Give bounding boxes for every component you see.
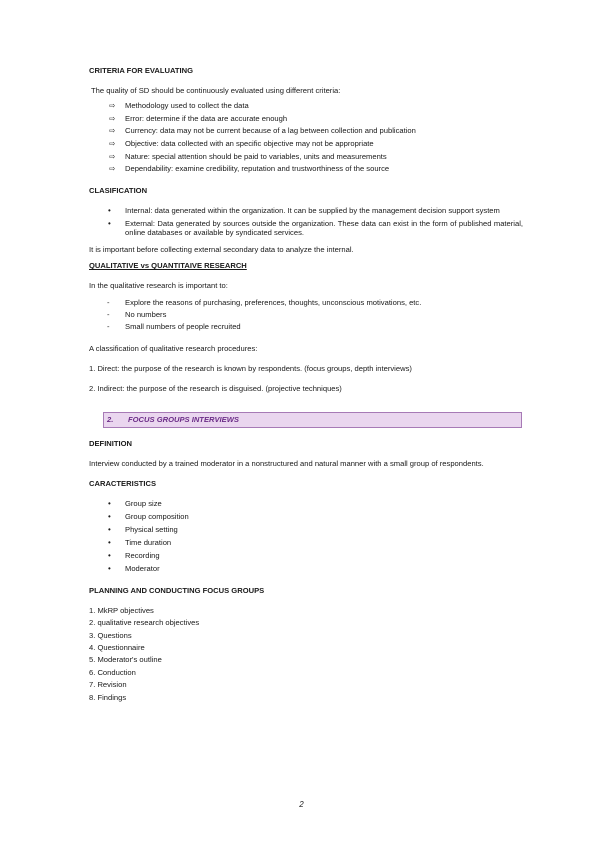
bullet-icon: • [108, 525, 111, 535]
dash-bullet-icon: - [107, 322, 110, 332]
procedure-direct: 1. Direct: the purpose of the research is known by respondents. (focus groups, depth interviews) [89, 363, 412, 373]
characteristics-heading: CARACTERISTICS [89, 479, 157, 489]
characteristics-list [89, 499, 523, 576]
procedures-block [89, 344, 523, 393]
bullet-icon: • [108, 512, 111, 522]
list-item: ⇨ Methodology used to collect the data [109, 101, 249, 111]
list-item: • Time duration [108, 538, 172, 548]
planning-list [89, 606, 523, 705]
list-item: - No numbers [107, 309, 167, 319]
list-item: 2. qualitative research objectives [89, 618, 200, 628]
arrow-bullet-icon: ⇨ [109, 151, 116, 161]
list-item: • Group composition [108, 512, 189, 522]
page-number: 2 [299, 800, 304, 809]
criteria-list [89, 101, 523, 177]
list-item: 1. MkRP objectives [89, 605, 154, 615]
list-item: 4. Questionnaire [89, 643, 145, 652]
list-item: ⇨ Objective: data collected with an specific objective may not be appropriate [109, 139, 374, 148]
section-title-box [103, 412, 522, 428]
list-item: • Recording [108, 550, 160, 560]
procedure-indirect: 2. Indirect: the purpose of the research is disguised. (projective techniques) [89, 383, 342, 393]
dash-bullet-icon: - [107, 297, 110, 307]
bullet-icon: • [108, 550, 111, 560]
dash-bullet-icon: - [107, 309, 110, 319]
bullet-icon: • [108, 499, 111, 509]
planning-heading: PLANNING AND CONDUCTING FOCUS GROUPS [89, 585, 265, 595]
bullet-icon: • [108, 563, 111, 573]
section-title: FOCUS GROUPS INTERVIEWS [128, 415, 239, 425]
section-number: 2. [107, 415, 114, 425]
list-item: • Group size [108, 499, 162, 509]
list-item: ⇨ Error: determine if the data are accurate enough [109, 113, 288, 123]
list-item: 6. Conduction [89, 667, 136, 677]
list-item: • Physical setting [108, 525, 178, 535]
list-item: 5. Moderator's outline [89, 655, 162, 665]
arrow-bullet-icon: ⇨ [109, 113, 116, 123]
arrow-bullet-icon: ⇨ [109, 139, 116, 148]
clasification-list [89, 206, 523, 237]
clasification-heading: CLASIFICATION [89, 185, 148, 195]
definition-text: Interview conducted by a trained moderator in a nonstructured and natural manner with a small group of respondents. [89, 459, 484, 469]
list-item: - Explore the reasons of purchasing, preferences, thoughts, unconscious motivations, etc. [107, 297, 422, 307]
list-item: • Moderator [108, 563, 160, 573]
list-item: - Small numbers of people recruited [107, 322, 241, 332]
arrow-bullet-icon: ⇨ [109, 164, 116, 174]
classification-intro: A classification of qualitative research procedures: [89, 343, 258, 353]
page-content [89, 66, 523, 705]
definition-heading: DEFINITION [89, 439, 133, 449]
qualitative-heading: QUALITATIVE vs QUANTITAIVE RESEARCH [89, 261, 247, 271]
bullet-icon: • [108, 538, 111, 548]
list-item: ⇨ Nature: special attention should be paid to variables, units and measurements [109, 151, 387, 161]
list-item: 3. Questions [89, 630, 132, 640]
bullet-icon: • [108, 219, 111, 228]
qualitative-list [89, 298, 523, 335]
list-item: • Internal: data generated within the organization. It can be supplied by the management decision support system [108, 205, 500, 215]
criteria-intro: The quality of SD should be continuously evaluated using different criteria: [91, 86, 341, 96]
list-item: ⇨ Currency: data may not be current because of a lag between collection and publication [109, 126, 416, 136]
criteria-heading: CRITERIA FOR EVALUATING [89, 66, 194, 75]
qualitative-intro: In the qualitative research is important to: [89, 281, 228, 291]
arrow-bullet-icon: ⇨ [109, 101, 116, 111]
clasification-note: It is important before collecting external secondary data to analyze the internal. [89, 245, 354, 255]
arrow-bullet-icon: ⇨ [109, 126, 116, 136]
list-item: • External: Data generated by sources outside the organization. These data can exist in the form of published material, online databases or available by syndicated services. [108, 219, 523, 238]
bullet-icon: • [108, 205, 111, 215]
list-item: 8. Findings [89, 692, 127, 702]
list-item: 7. Revision [89, 680, 127, 690]
list-item: ⇨ Dependability: examine credibility, reputation and trustworthiness of the source [109, 164, 390, 174]
